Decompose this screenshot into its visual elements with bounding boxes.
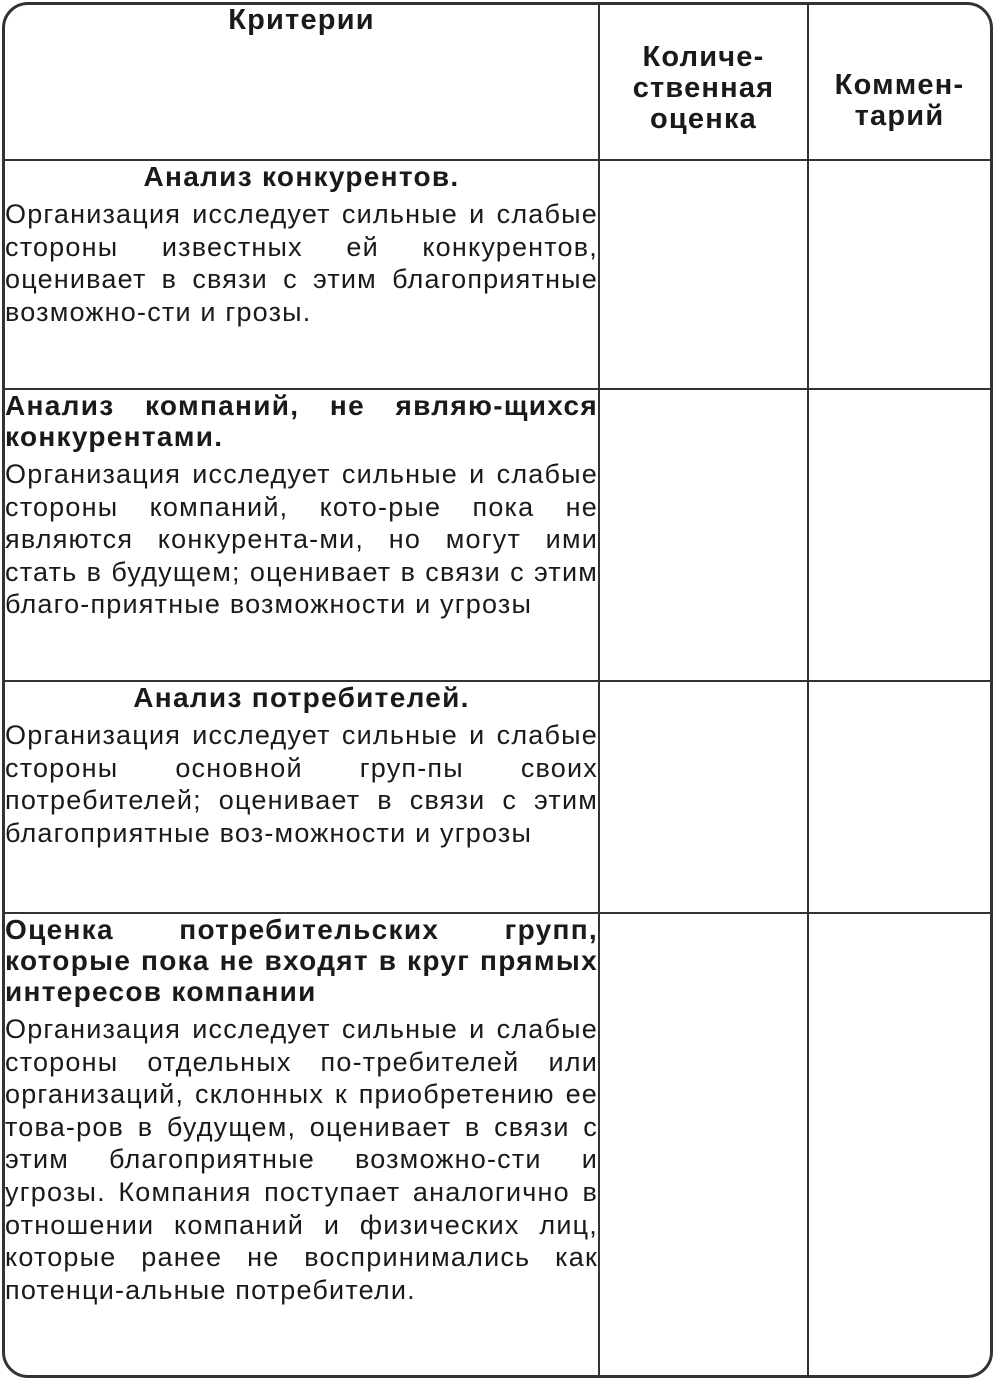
- table-row: [5, 389, 990, 681]
- score-cell: [599, 913, 808, 1378]
- criteria-cell: [5, 389, 599, 681]
- table-row: [5, 913, 990, 1378]
- header-score-label: Количе- ственная оценка: [632, 41, 775, 135]
- comment-cell: [808, 681, 990, 913]
- table-row: [5, 681, 990, 913]
- header-score: [599, 5, 808, 160]
- criteria-title: Оценка потребительских групп, которые пока не входят в круг прямых интересов компании: [5, 914, 598, 1007]
- criteria-table: [5, 5, 990, 1378]
- criteria-description: Организация исследует сильные и слабые стороны компаний, кото-рые пока не являются конкурента-ми, но могут ими стать в будущем; оценивает в связи с этим благо-приятные возможности и угрозы: [5, 459, 598, 620]
- table-row: [5, 160, 990, 389]
- score-cell: [599, 160, 808, 389]
- score-cell: [599, 681, 808, 913]
- score-cell: [599, 389, 808, 681]
- criteria-description: Организация исследует сильные и слабые стороны известных ей конкурентов, оценивает в связи с этим благоприятные возможно-сти и грозы.: [5, 199, 598, 327]
- criteria-cell: [5, 913, 599, 1378]
- criteria-cell: [5, 681, 599, 913]
- criteria-cell: [5, 160, 599, 389]
- header-comment-label: Коммен- тарий: [834, 69, 965, 132]
- header-comment: [808, 5, 990, 160]
- comment-cell: [808, 160, 990, 389]
- criteria-table-frame: [2, 2, 993, 1378]
- comment-cell: [808, 913, 990, 1378]
- comment-cell: [808, 389, 990, 681]
- criteria-title: Анализ компаний, не являю-щихся конкурентами.: [5, 390, 598, 452]
- criteria-description: Организация исследует сильные и слабые стороны основной груп-пы своих потребителей; оценивает в связи с этим благоприятные воз-можности и угрозы: [5, 720, 598, 848]
- criteria-title: Анализ потребителей.: [133, 682, 470, 713]
- criteria-description: Организация исследует сильные и слабые стороны отдельных по-требителей или организаций, склонных к приобретению ее това-ров в будущем, оценивает в связи с этим благоприятные возможно-сти и угрозы. Компания поступает аналогично в отношении компаний и физических лиц, которые ранее не воспринимались как потенци-альные потребители.: [5, 1014, 598, 1305]
- criteria-title: Анализ конкурентов.: [143, 161, 460, 192]
- header-criteria: [5, 5, 599, 160]
- header-row: [5, 5, 990, 160]
- header-criteria-label: Критерии: [228, 4, 375, 36]
